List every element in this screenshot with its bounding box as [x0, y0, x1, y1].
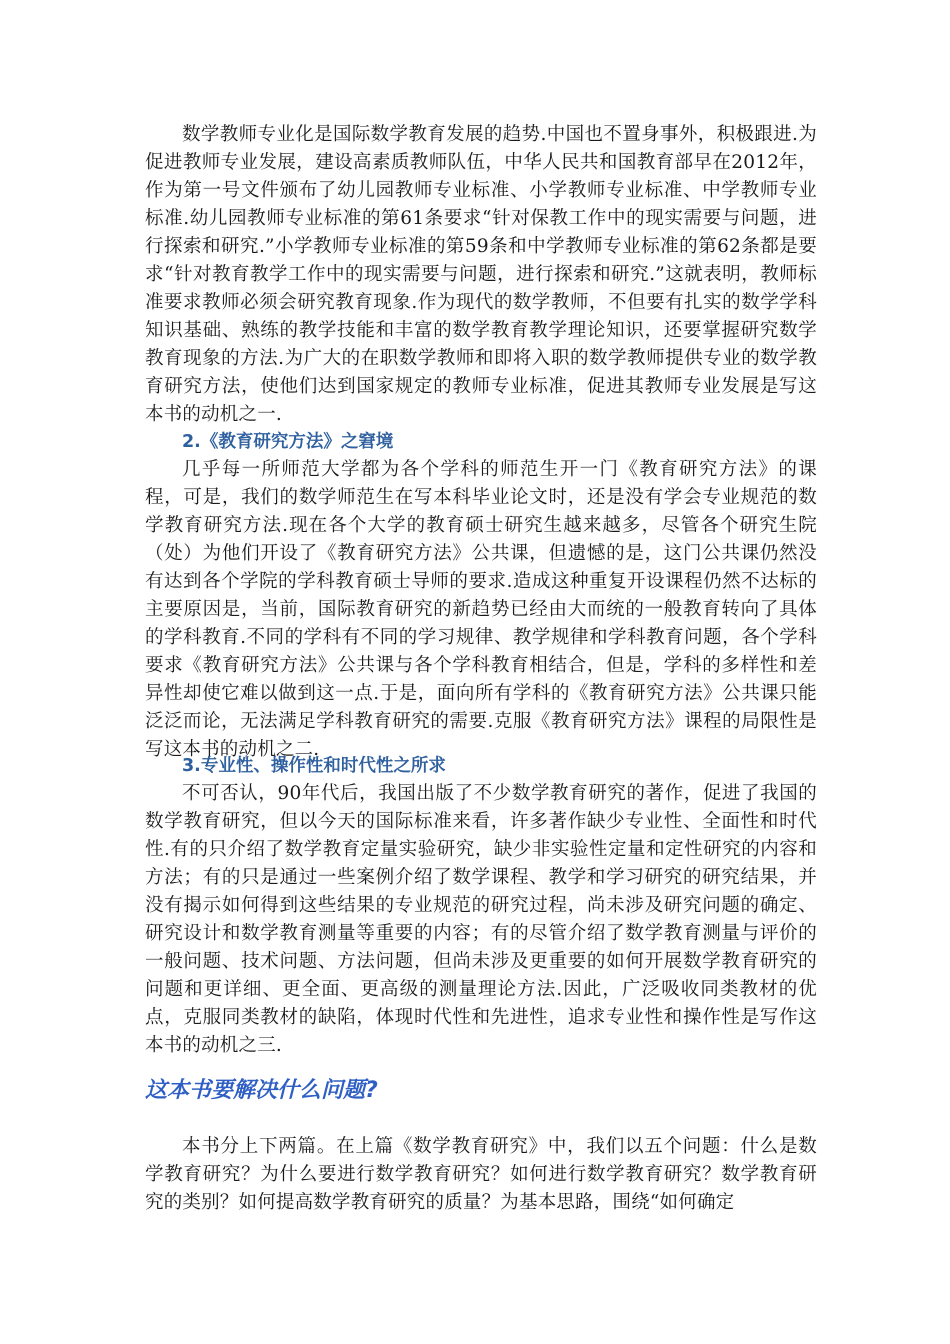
paragraph-book-structure: 本书分上下两篇。在上篇《数学教育研究》中，我们以五个问题：什么是数学教育研究？为什么要进行数学教育研究？如何进行数学教育研究？数学教育研究的类别？如何提高数学教育研究的质量？为基本思路，围绕“如何确定 [145, 1136, 817, 1213]
section-heading-what-problems: 这本书要解决什么问题? [145, 1078, 378, 1103]
subheading-professionalism: 3.专业性、操作性和时代性之所求 [182, 756, 446, 776]
paragraph-motivation-two: 几乎每一所师范大学都为各个学科的师范生开一门《教育研究方法》的课程，可是，我们的数学师范生在写本科毕业论文时，还是没有学会专业规范的数学教育研究方法.现在各个大学的教育硕士研究生越来越多，尽管各个研究生院（处）为他们开设了《教育研究方法》公共课，但遗憾的是，这门公共课仍然没有达到各个学院的学科教育硕士导师的要求.造成这种重复开设课程仍然不达标的主要原因是，当前，国际教育研究的新趋势已经由大而统的一般教育转向了具体的学科教育.不同的学科有不同的学习规律、教学规律和学科教育问题，各个学科要求《教育研究方法》公共课与各个学科教育相结合，但是，学科的多样性和差异性却使它难以做到这一点.于是，面向所有学科的《教育研究方法》公共课只能泛泛而论，无法满足学科教育研究的需要.克服《教育研究方法》课程的局限性是写这本书的动机之二. [145, 459, 817, 760]
subheading-research-methods-dilemma: 2.《教育研究方法》之窘境 [182, 432, 394, 452]
paragraph-motivation-one: 数学教师专业化是国际数学教育发展的趋势.中国也不置身事外，积极跟进.为促进教师专业发展，建设高素质教师队伍，中华人民共和国教育部早在2012年，作为第一号文件颁布了幼儿园教师专业标准、小学教师专业标准、中学教师专业标准.幼儿园教师专业标准的第61条要求“针对保教工作中的现实需要与问题，进行探索和研究.”小学教师专业标准的第59条和中学教师专业标准的第62条都是要求“针对教育教学工作中的现实需要与问题，进行探索和研究.”这就表明，教师标准要求教师必须会研究教育现象.作为现代的数学教师，不但要有扎实的数学学科知识基础、熟练的教学技能和丰富的数学教育教学理论知识，还要掌握研究数学教育现象的方法.为广大的在职数学教师和即将入职的数学教师提供专业的数学教育研究方法，使他们达到国家规定的教师专业标准，促进其教师专业发展是写这本书的动机之一. [145, 124, 817, 425]
paragraph-motivation-three: 不可否认，90年代后，我国出版了不少数学教育研究的著作，促进了我国的数学教育研究，但以今天的国际标准来看，许多著作缺少专业性、全面性和时代性.有的只介绍了数学教育定量实验研究，缺少非实验性定量和定性研究的内容和方法；有的只是通过一些案例介绍了数学课程、教学和学习研究的研究结果，并没有揭示如何得到这些结果的专业规范的研究过程，尚未涉及研究问题的确定、研究设计和数学教育测量等重要的内容；有的尽管介绍了数学教育测量与评价的一般问题、技术问题、方法问题，但尚未涉及更重要的如何开展数学教育研究的问题和更详细、更全面、更高级的测量理论方法.因此，广泛吸收同类教材的优点，克服同类教材的缺陷，体现时代性和先进性，追求专业性和操作性是写作这本书的动机之三. [145, 783, 817, 1056]
